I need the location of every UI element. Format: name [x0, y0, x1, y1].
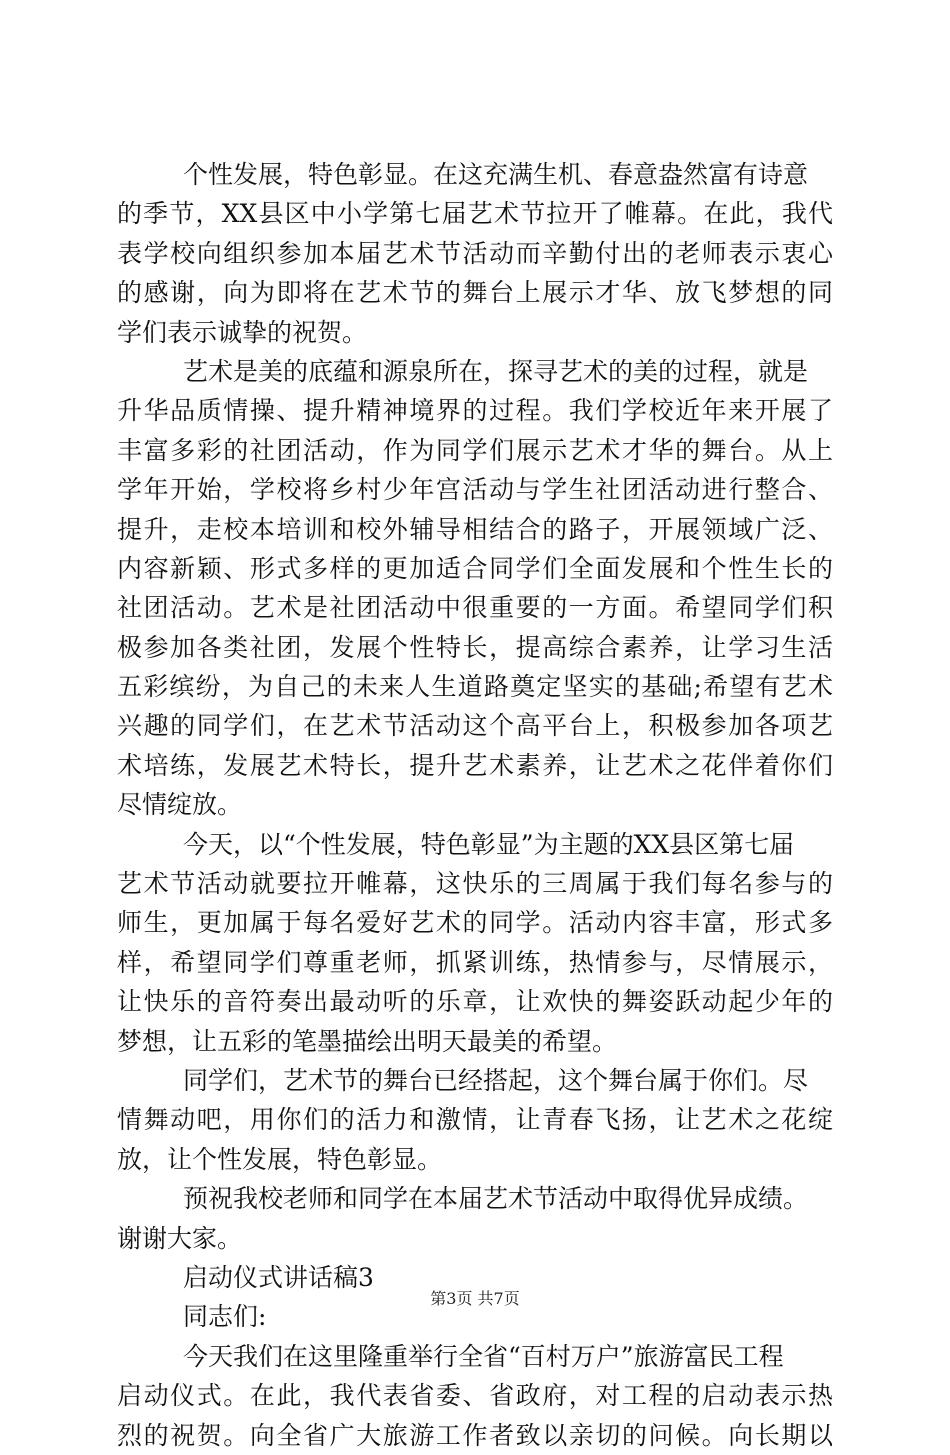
section-heading: 启动仪式讲话稿3 [183, 1262, 374, 1292]
text-line: 尽情绽放。 [117, 790, 243, 820]
text-line: 内容新颖、形式多样的更加适合同学们全面发展和个性生长的 [117, 553, 833, 583]
text-line: 样，希望同学们尊重老师，抓紧训练，热情参与，尽情展示， [117, 947, 833, 977]
salutation-line: 同志们: [183, 1302, 267, 1332]
text-line: 烈的祝贺。向全省广大旅游工作者致以亲切的问候。向长期以 [117, 1420, 833, 1450]
document-body [117, 155, 833, 1455]
text-line: 学年开始，学校将乡村少年宫活动与学生社团活动进行整合、 [117, 475, 833, 505]
text-line: 启动仪式。在此，我代表省委、省政府，对工程的启动表示热 [117, 1381, 833, 1411]
text-line: 学们表示诚挚的祝贺。 [117, 317, 368, 347]
text-line: 术培练，发展艺术特长，提升艺术素养，让艺术之花伴着你们 [117, 750, 833, 780]
text-line: 升华品质情操、提升精神境界的过程。我们学校近年来开展了 [117, 396, 833, 426]
text-line: 情舞动吧，用你们的活力和激情，让青春飞扬，让艺术之花绽 [117, 1105, 833, 1135]
text-line: 提升，走校本培训和校外辅导相结合的路子，开展领域广泛、 [117, 514, 833, 544]
text-line: 今天我们在这里隆重举行全省“百村万户”旅游富民工程 [183, 1341, 784, 1371]
text-line: 兴趣的同学们，在艺术节活动这个高平台上，积极参加各项艺 [117, 711, 833, 741]
text-line: 表学校向组织参加本届艺术节活动而辛勤付出的老师表示衷心 [117, 238, 833, 268]
text-line: 艺术节活动就要拉开帷幕，这快乐的三周属于我们每名参与的 [117, 869, 833, 899]
text-line: 今天，以“个性发展，特色彰显”为主题的XX县区第七届 [183, 829, 795, 859]
text-line: 师生，更加属于每名爱好艺术的同学。活动内容丰富，形式多 [117, 908, 833, 938]
text-line: 同学们，艺术节的舞台已经搭起，这个舞台属于你们。尽 [183, 1065, 809, 1095]
text-line: 艺术是美的底蕴和源泉所在，探寻艺术的美的过程，就是 [183, 356, 809, 386]
page-number-footer: 第3页 共7页 [430, 1289, 520, 1308]
text-line: 的季节，XX县区中小学第七届艺术节拉开了帷幕。在此，我代 [117, 199, 833, 229]
text-line: 放，让个性发展，特色彰显。 [117, 1144, 443, 1174]
text-line: 的感谢，向为即将在艺术节的舞台上展示才华、放飞梦想的同 [117, 278, 833, 308]
text-line: 预祝我校老师和同学在本届艺术节活动中取得优异成绩。 [183, 1184, 809, 1214]
text-line: 五彩缤纷，为自己的未来人生道路奠定坚实的基础;希望有艺术 [117, 672, 833, 702]
text-line: 丰富多彩的社团活动，作为同学们展示艺术才华的舞台。从上 [117, 435, 833, 465]
text-line: 谢谢大家。 [117, 1223, 243, 1253]
text-line: 社团活动。艺术是社团活动中很重要的一方面。希望同学们积 [117, 593, 833, 623]
text-line: 梦想，让五彩的笔墨描绘出明天最美的希望。 [117, 1026, 618, 1056]
text-line: 个性发展，特色彰显。在这充满生机、春意盎然富有诗意 [183, 160, 809, 189]
text-line: 让快乐的音符奏出最动听的乐章，让欢快的舞姿跃动起少年的 [117, 987, 833, 1017]
text-line: 极参加各类社团，发展个性特长，提高综合素养，让学习生活 [117, 632, 833, 662]
